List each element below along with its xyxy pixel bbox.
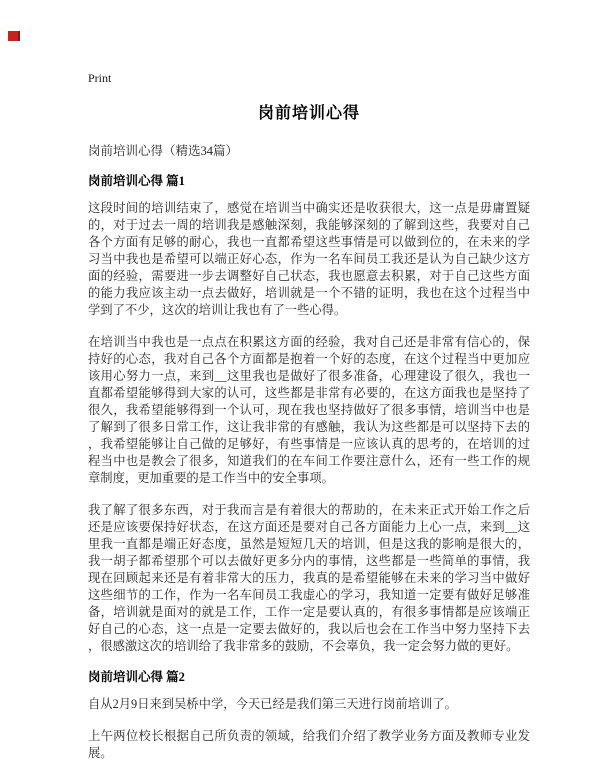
section1-paragraph-3: 我了解了很多东西，对于我而言是有着很大的帮助的，在未来正式开始工作之后还是应该要保持好状态，在这方面还是要对自己各方面能力上心一点，来到__这里我一直都是端正好态度，虽然是短短几天的培训，但是这我的影响是很大的，我一胡子都希望那个可以去做好更多分内的事情，这些都是一些简单的事情，我现在回顾起来还是有着非常大的压力，我真的是希望能够在未来的学习当中做好这些细节的工作，作为一名车间员工我虚心的学习，我知道一定要有做好足够准备，培训就是面对的就是工作，工作一定是要认真的，有很多事情都是应该端正好自己的心态，这一点是一定要去做好的，我以后也会在工作当中努力坚持下去，很感激这次的培训给了我非常多的鼓励，不会辜负，我一定会努力做的更好。 (88, 503, 530, 653)
section-heading-2: 岗前培训心得 篇2 (88, 670, 185, 684)
section-heading-1: 岗前培训心得 篇1 (88, 174, 185, 188)
page-title: 岗前培训心得 (257, 105, 360, 122)
red-marker-icon (8, 31, 20, 41)
print-link[interactable]: Print (88, 71, 112, 85)
section2-paragraph-1: 自从2月9日来到吴桥中学，今天已经是我们第三天进行岗前培训了。 (88, 697, 457, 711)
section2-paragraph-2: 上午两位校长根据自己所负责的领域，给我们介绍了教学业务方面及教师专业发展。 (88, 729, 530, 760)
section1-paragraph-1: 这段时间的培训结束了，感觉在培训当中确实还是收获很大，这一点是毋庸置疑的，对于过去一周的培训我是感触深刻，我能够深刻的了解到这些，我要对自己各个方面有足够的耐心，我也一直都希望这些事情是可以做到位的，在未来的学习当中我也是希望可以端正好心态，作为一名车间员工我还是认为自己缺少这方面的经验，需要进一步去调整好自己状态，我也愿意去积累，对于自己这些方面的能力我应该主动一点去做好，培训就是一个不错的证明，我也在这个过程当中学到了不少，这次的培训让我也有了一些心得。 (88, 201, 530, 317)
section1-paragraph-2: 在培训当中我也是一点点在积累这方面的经验，我对自己还是非常有信心的，保持好的心态，我对自己各个方面都是抱着一个好的态度，在这个过程当中更加应该用心努力一点，来到__这里我也是做好了很多准备，心理建设了很久，我也一直都希望能够得到大家的认可，这些都是非常有必要的，在这方面我也是坚持了很久，我希望能够得到一个认可，现在我也坚持做好了很多事情，培训当中也是了解到了很多日常工作，这让我非常的有感触，我认为这些都是可以坚持下去的，我希望能够让自己做的足够好，有些事情是一应该认真的思考的，在培训的过程当中也是教会了很多，知道我们的在车间工作要注意什么，还有一些工作的规章制度，更加重要的是工作当中的安全事项。 (88, 335, 530, 485)
article-subtitle: 岗前培训心得（精选34篇） (88, 144, 239, 158)
